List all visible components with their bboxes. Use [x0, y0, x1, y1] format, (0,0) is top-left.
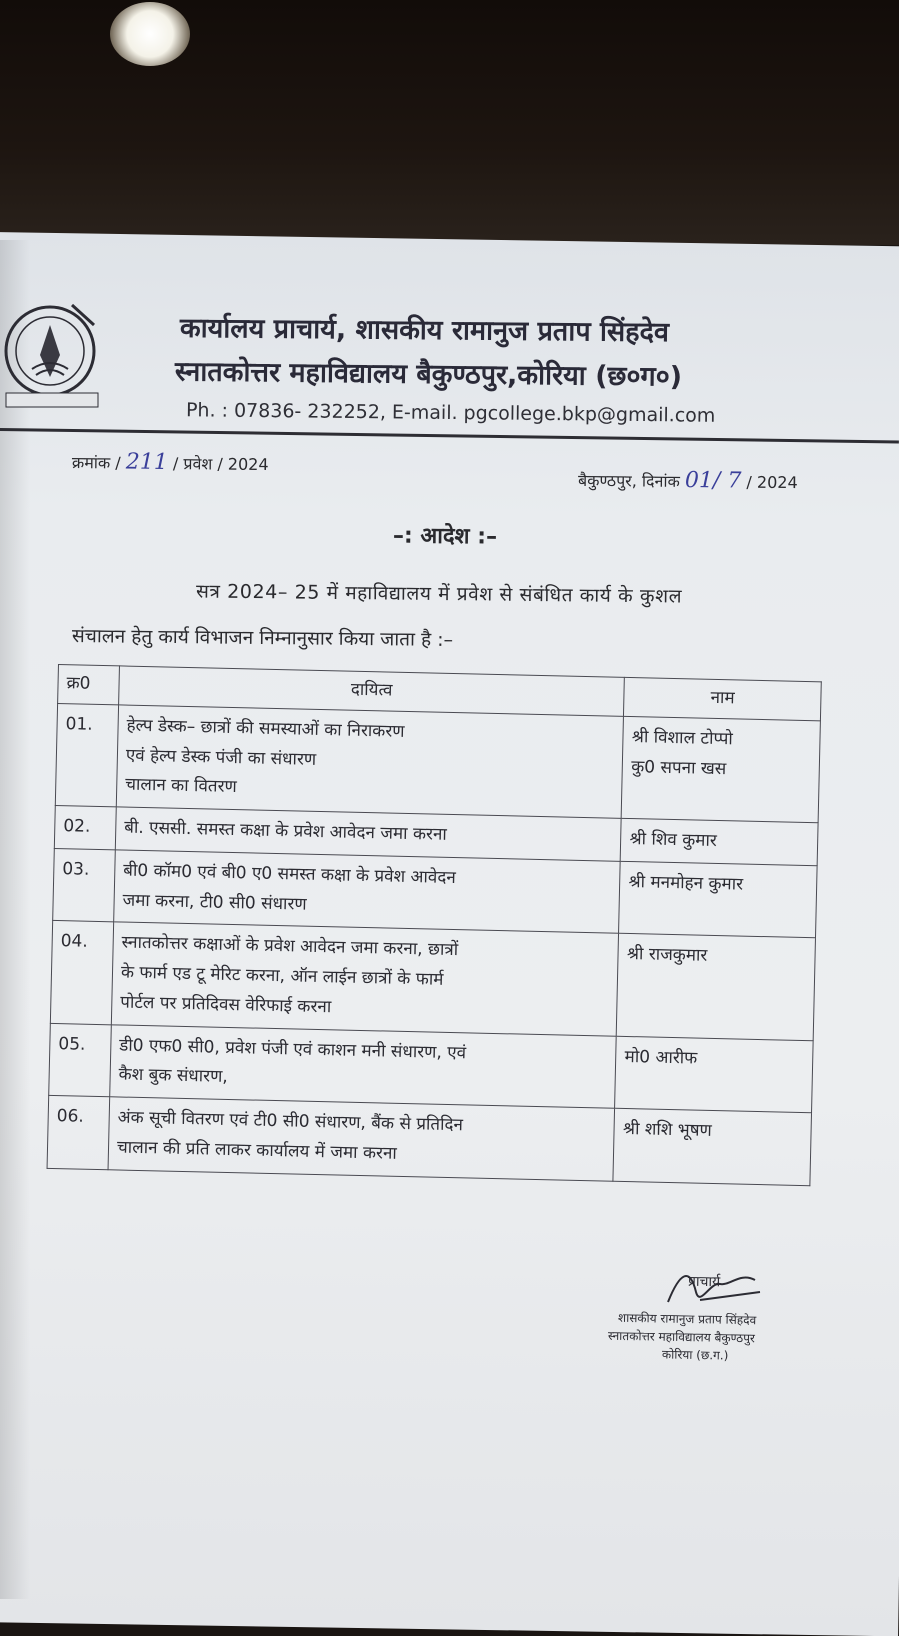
duty-line: बी. एससी. समस्त कक्षा के प्रवेश आवेदन जमा करना [124, 817, 447, 845]
row-number: 05. [49, 1023, 112, 1097]
row-duty [116, 705, 624, 819]
row-number: 04. [50, 921, 113, 1025]
row-duty [110, 1024, 617, 1108]
row-name [615, 1036, 813, 1113]
row-duty [108, 1097, 615, 1181]
name-line: कु0 सपना खस [631, 756, 727, 779]
row-name [621, 818, 818, 865]
row-name [622, 716, 821, 823]
duty-line: चालान की प्रति लाकर कार्यालय में जमा करना [116, 1137, 398, 1164]
row-duty [111, 922, 619, 1036]
intro-line-1: सत्र 2024– 25 में महाविद्यालय में प्रवेश से संबंधित कार्य के कुशल [195, 580, 683, 608]
name-line: श्री राजकुमार [626, 944, 708, 967]
contact-info: Ph. : 07836- 232252, E-mail. pgcollege.bkp@gmail.com [185, 399, 716, 427]
college-emblem [2, 285, 102, 413]
duty-line: पोर्टल पर प्रतिदिवस वेरिफाई करना [120, 992, 332, 1018]
table-row [50, 921, 815, 1041]
row-number: 03. [53, 848, 116, 922]
row-name [619, 861, 817, 938]
row-name [617, 934, 816, 1041]
header-name: नाम [624, 677, 821, 720]
name-line: मो0 आरीफ [624, 1046, 698, 1069]
date-year: / 2024 [746, 472, 798, 493]
name-line: श्री मनमोहन कुमार [628, 871, 744, 895]
table-row [55, 703, 820, 823]
place-label: बैकुण्ठपुर, दिनांक [577, 470, 680, 491]
intro-line-2: संचालन हेतु कार्य विभाजन निम्नानुसार किया जाता है :– [71, 625, 454, 651]
name-line: श्री शशि भूषण [622, 1118, 713, 1141]
duty-table [47, 664, 822, 1186]
duty-line: स्नातकोत्तर कक्षाओं के प्रवेश आवेदन जमा करना, छात्रों [121, 932, 459, 961]
duty-line: हेल्प डेस्क– छात्रों की समस्याओं का निराकरण [126, 715, 405, 742]
signature-title: प्राचार्य [687, 1273, 721, 1291]
order-title: –: आदेश :– [392, 523, 498, 550]
college-name: स्नातकोत्तर महाविद्यालय बैकुण्ठपुर,कोरिया (छ०ग०) [174, 356, 683, 393]
duty-line: कैश बुक संधारण, [118, 1064, 229, 1088]
reference-handwritten-number: 211 [125, 449, 168, 475]
place-date [578, 467, 798, 494]
signature-line-1: शासकीय रामानुज प्रताप सिंहदेव [617, 1310, 757, 1328]
handwritten-date: 01/ 7 [684, 467, 742, 494]
reference-prefix: क्रमांक / [71, 452, 121, 473]
signature-line-2: स्नातकोत्तर महाविद्यालय बैकुण्ठपुर [607, 1328, 755, 1346]
signature-line-3: कोरिया (छ.ग.) [661, 1347, 729, 1363]
duty-line: बी0 कॉम0 एवं बी0 ए0 समस्त कक्षा के प्रवेश आवेदन [123, 860, 457, 888]
row-duty [114, 850, 621, 934]
row-number: 06. [47, 1095, 110, 1169]
duty-line: डी0 एफ0 सी0, प्रवेश पंजी एवं काशन मनी संधारण, एवं [119, 1034, 467, 1063]
header-serial: क्र0 [58, 665, 120, 705]
reference-number [72, 449, 269, 476]
duty-line: चालान का वितरण [124, 774, 238, 798]
row-number: 01. [55, 703, 118, 807]
duty-line: के फार्म एड टू मेरिट करना, ऑन लाईन छात्रों के फार्म [120, 962, 444, 990]
reference-suffix: / प्रवेश / 2024 [172, 454, 269, 475]
duty-line: एवं हेल्प डेस्क पंजी का संधारण [125, 745, 317, 770]
name-line: श्री शिव कुमार [629, 829, 718, 851]
signature-block [600, 1262, 830, 1372]
duty-line: अंक सूची वितरण एवं टी0 सी0 संधारण, बैंक से प्रतिदिन [117, 1107, 464, 1136]
office-title: कार्यालय प्राचार्य, शासकीय रामानुज प्रताप सिंहदेव [179, 312, 670, 349]
row-name [613, 1108, 811, 1185]
row-number: 02. [54, 805, 116, 849]
header-divider [0, 428, 899, 444]
duty-line: जमा करना, टी0 सी0 संधारण [122, 890, 307, 915]
name-line: श्री विशाल टोप्पो [631, 726, 733, 750]
header-duty: दायित्व [119, 666, 625, 716]
